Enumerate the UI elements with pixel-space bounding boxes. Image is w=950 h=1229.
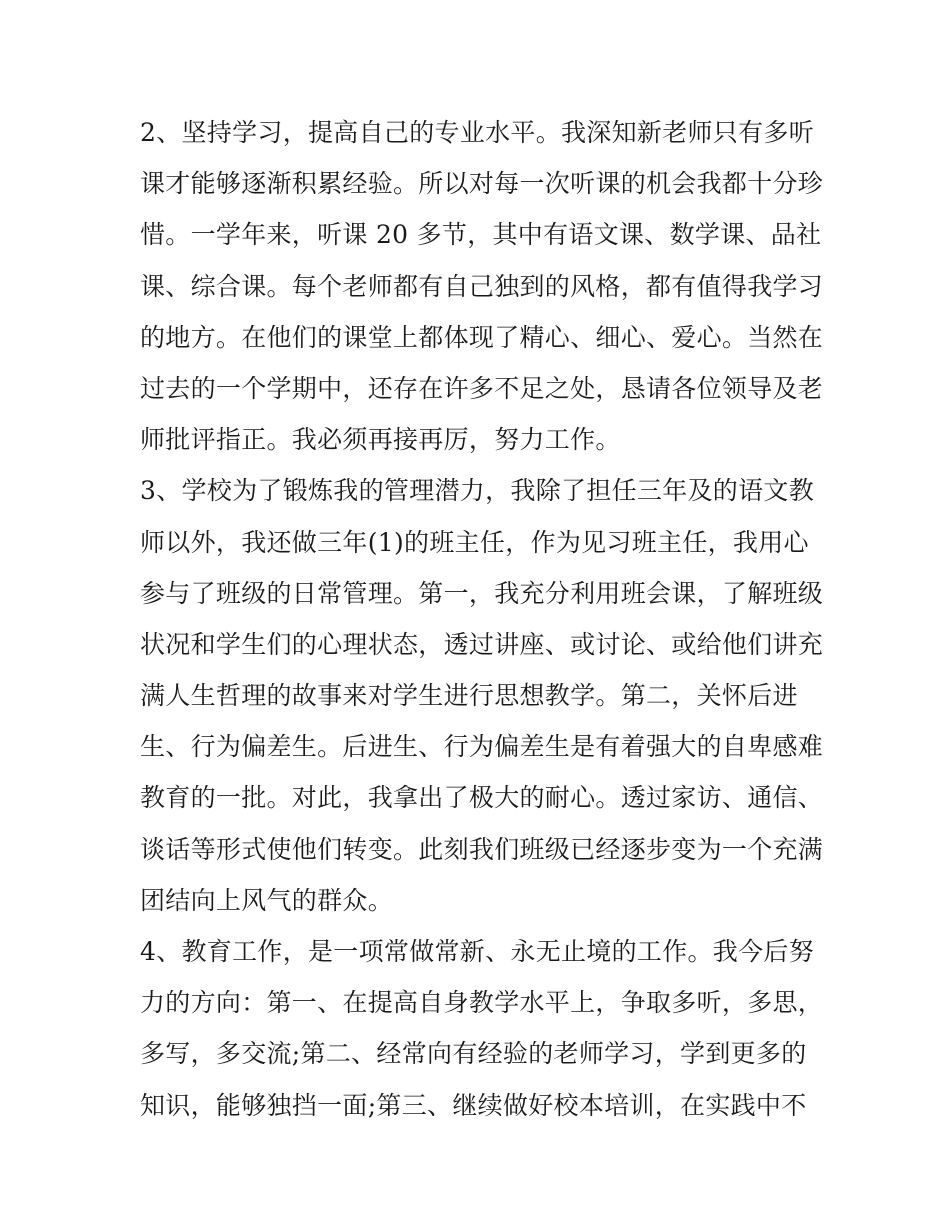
document-body: [140, 107, 824, 1131]
text-line: 课才能够逐渐积累经验。所以对每一次听课的机会我都十分珍: [140, 169, 824, 199]
text-line: 2、坚持学习，提高自己的专业水平。我深知新老师只有多听: [140, 118, 815, 147]
text-line: 状况和学生们的心理状态，透过讲座、或讨论、或给他们讲充: [140, 629, 824, 659]
text-line: 师以外，我还做三年(1)的班主任，作为见习班主任，我用心: [140, 527, 809, 557]
text-line: 生、行为偏差生。后进生、行为偏差生是有着强大的自卑感难: [140, 732, 824, 762]
text-line: 知识，能够独挡一面;第三、继续做好校本培训，在实践中不: [140, 1090, 807, 1120]
text-line: 谈话等形式使他们转变。此刻我们班级已经逐步变为一个充满: [140, 834, 824, 864]
text-line: 4、教育工作，是一项常做常新、永无止境的工作。我今后努: [140, 937, 815, 966]
text-line: 团结向上风气的群众。: [140, 885, 394, 915]
text-line: 教育的一批。对此，我拿出了极大的耐心。透过家访、通信、: [140, 783, 824, 813]
text-line: 3、学校为了锻炼我的管理潜力，我除了担任三年及的语文教: [140, 476, 815, 506]
text-line: 参与了班级的日常管理。第一，我充分利用班会课，了解班级: [140, 578, 824, 608]
text-line: 惜。一学年来，听课 20 多节，其中有语文课、数学课、品社: [140, 220, 822, 250]
text-line: 师批评指正。我必须再接再厉，努力工作。: [140, 425, 621, 455]
text-line: 课、综合课。每个老师都有自己独到的风格，都有值得我学习: [140, 271, 824, 301]
text-line: 满人生哲理的故事来对学生进行思想教学。第二，关怀后进: [140, 681, 798, 711]
text-line: 力的方向：第一、在提高自身教学水平上，争取多听，多思，: [140, 988, 824, 1018]
text-line: 过去的一个学期中，还存在许多不足之处，恳请各位领导及老: [140, 373, 824, 403]
text-line: 的地方。在他们的课堂上都体现了精心、细心、爱心。当然在: [140, 322, 824, 352]
text-line: 多写，多交流;第二、经常向有经验的老师学习，学到更多的: [140, 1039, 807, 1069]
